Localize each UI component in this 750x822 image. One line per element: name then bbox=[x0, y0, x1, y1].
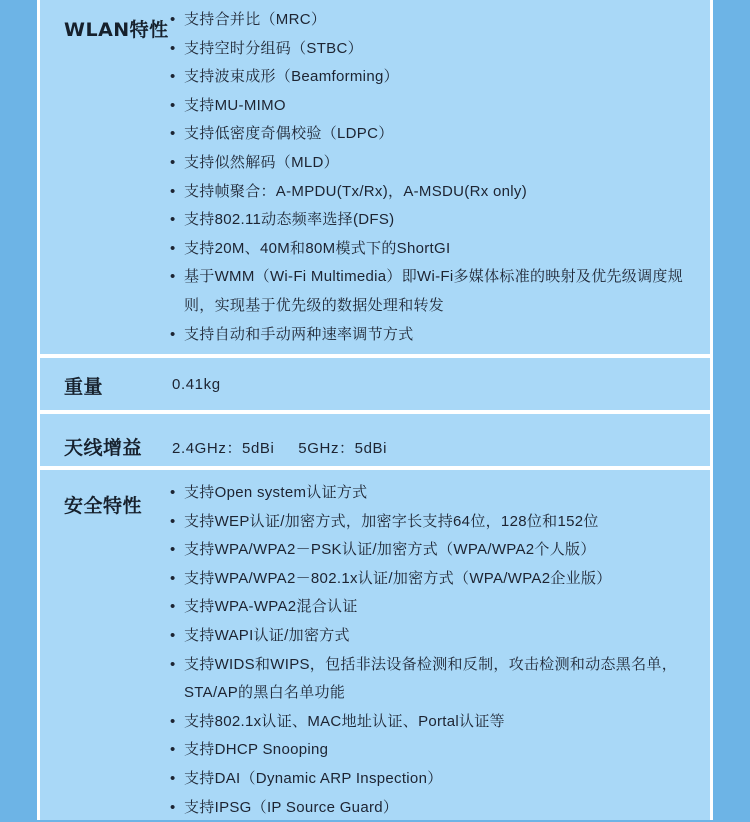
security-feature-item: • 支持DAI（Dynamic ARP Inspection） bbox=[170, 765, 696, 794]
antenna-gain-value: 2.4GHz：5dBi 5GHz：5dBi bbox=[172, 440, 388, 457]
wlan-feature-item: • 支持帧聚合：A-MPDU(Tx/Rx)，A-MSDU(Rx only) bbox=[170, 178, 696, 207]
wlan-feature-item: • 支持802.11动态频率选择(DFS) bbox=[170, 206, 696, 235]
security-label: 安全特性 bbox=[64, 495, 143, 517]
security-feature-item: • 支持Open system认证方式 bbox=[170, 479, 696, 508]
wlan-feature-item: • 支持MU-MIMO bbox=[170, 92, 696, 121]
wlan-feature-item: • 支持空时分组码（STBC） bbox=[170, 35, 696, 64]
security-feature-list bbox=[170, 479, 696, 822]
wlan-feature-item: • 支持自动和手动两种速率调节方式 bbox=[170, 321, 696, 350]
antenna-section bbox=[40, 414, 710, 466]
wlan-feature-list bbox=[170, 6, 696, 349]
security-section bbox=[40, 470, 710, 820]
security-feature-item: • 支持WIDS和WIPS，包括非法设备检测和反制，攻击检测和动态黑名单，STA/AP的黑白名单功能 bbox=[170, 651, 696, 708]
security-feature-item: • 支持WPA/WPA2－802.1x认证/加密方式（WPA/WPA2企业版） bbox=[170, 565, 696, 594]
security-feature-item: • 支持IPSG（IP Source Guard） bbox=[170, 794, 696, 822]
weight-section bbox=[40, 358, 710, 410]
security-feature-item: • 支持DHCP Snooping bbox=[170, 736, 696, 765]
weight-value: 0.41kg bbox=[172, 376, 221, 393]
wlan-feature-item: • 支持20M、40M和80M模式下的ShortGI bbox=[170, 235, 696, 264]
wlan-feature-item: • 支持波束成形（Beamforming） bbox=[170, 63, 696, 92]
wlan-feature-item: • 支持似然解码（MLD） bbox=[170, 149, 696, 178]
security-feature-item: • 支持WPA-WPA2混合认证 bbox=[170, 593, 696, 622]
wlan-feature-item: • 基于WMM（Wi-Fi Multimedia）即Wi-Fi多媒体标准的映射及优先级调度规则，实现基于优先级的数据处理和转发 bbox=[170, 263, 696, 320]
security-feature-item: • 支持WEP认证/加密方式，加密字长支持64位，128位和152位 bbox=[170, 508, 696, 537]
security-feature-item: • 支持WAPI认证/加密方式 bbox=[170, 622, 696, 651]
antenna-gain-label: 天线增益 bbox=[64, 437, 143, 459]
wlan-feature-item: • 支持低密度奇偶校验（LDPC） bbox=[170, 120, 696, 149]
weight-label: 重量 bbox=[64, 376, 104, 398]
wlan-section bbox=[40, 0, 710, 354]
wlan-feature-item: • 支持合并比（MRC） bbox=[170, 6, 696, 35]
wlan-label: WLAN特性 bbox=[64, 19, 169, 41]
security-feature-item: • 支持802.1x认证、MAC地址认证、Portal认证等 bbox=[170, 708, 696, 737]
security-feature-item: • 支持WPA/WPA2－PSK认证/加密方式（WPA/WPA2个人版） bbox=[170, 536, 696, 565]
